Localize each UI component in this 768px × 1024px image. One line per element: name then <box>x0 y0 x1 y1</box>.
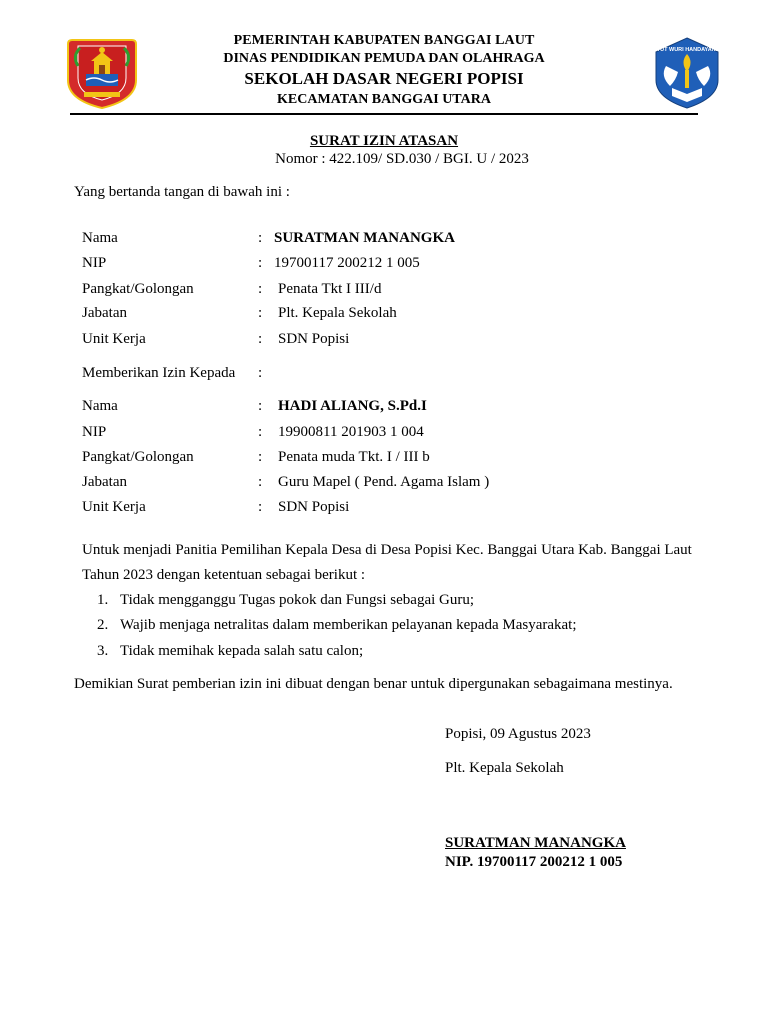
signer-label-unit: Unit Kerja <box>82 331 146 347</box>
recipient-rank: Penata muda Tkt. I / III b <box>278 449 430 465</box>
signer-colon-nama: : <box>258 230 263 246</box>
condition-text: Wajib menjaga netralitas dalam memberikan pelayanan kepada Masyarakat; <box>120 617 577 633</box>
recipient-label-position: Jabatan <box>82 474 127 490</box>
recipient-colon-nip: : <box>258 424 263 440</box>
recipient-colon-nama: : <box>258 398 263 414</box>
signer-unit: SDN Popisi <box>278 331 350 347</box>
recipient-name: HADI ALIANG, S.Pd.I <box>278 398 427 414</box>
permit-label: Memberikan Izin Kepada <box>82 365 236 381</box>
recipient-unit: SDN Popisi <box>278 499 350 515</box>
signature-nip: NIP. 19700117 200212 1 005 <box>445 854 623 870</box>
signer-label-position: Jabatan <box>82 305 127 321</box>
signer-position: Plt. Kepala Sekolah <box>278 305 397 321</box>
condition-text: Tidak mengganggu Tugas pokok dan Fungsi sebagai Guru; <box>120 592 475 608</box>
recipient-nip: 19900811 201903 1 004 <box>278 424 424 440</box>
signer-rank: Penata Tkt I III/d <box>278 281 382 297</box>
intro-text: Yang bertanda tangan di bawah ini : <box>74 184 290 200</box>
recipient-label-nama: Nama <box>82 398 118 414</box>
letterhead-district: KECAMATAN BANGGAI UTARA <box>277 92 491 107</box>
condition-number: 2. <box>97 617 109 633</box>
recipient-colon-unit: : <box>258 499 263 515</box>
signer-nip: 19700117 200212 1 005 <box>274 255 420 271</box>
purpose-text-line2: Tahun 2023 dengan ketentuan sebagai berikut : <box>82 567 366 583</box>
letterhead-government: PEMERINTAH KABUPATEN BANGGAI LAUT <box>233 33 535 48</box>
recipient-label-unit: Unit Kerja <box>82 499 146 515</box>
recipient-label-nip: NIP <box>82 424 107 440</box>
letter-number: Nomor : 422.109/ SD.030 / BGI. U / 2023 <box>275 151 529 167</box>
condition-number: 3. <box>97 643 109 659</box>
signer-label-rank: Pangkat/Golongan <box>82 281 194 297</box>
signer-label-nama: Nama <box>82 230 118 246</box>
signer-colon-rank: : <box>258 281 263 297</box>
recipient-colon-position: : <box>258 474 263 490</box>
signer-label-nip: NIP <box>82 255 107 271</box>
logo-motto-text: TUT WURI HANDAYANI <box>656 47 718 53</box>
signature-place-date: Popisi, 09 Agustus 2023 <box>445 726 591 742</box>
condition-number: 1. <box>97 592 109 608</box>
recipient-label-rank: Pangkat/Golongan <box>82 449 194 465</box>
letterhead-department: DINAS PENDIDIKAN PEMUDA DAN OLAHRAGA <box>223 51 545 66</box>
permit-colon: : <box>258 365 263 381</box>
signature-position: Plt. Kepala Sekolah <box>445 760 564 776</box>
recipient-colon-rank: : <box>258 449 263 465</box>
recipient-position: Guru Mapel ( Pend. Agama Islam ) <box>278 474 490 490</box>
closing-text: Demikian Surat pemberian izin ini dibuat dengan benar untuk dipergunakan sebagaimana mestinya. <box>74 676 673 692</box>
letterhead-school-name: SEKOLAH DASAR NEGERI POPISI <box>244 69 524 88</box>
signer-colon-nip: : <box>258 255 263 271</box>
signature-name: SURATMAN MANANGKA <box>445 835 626 851</box>
signer-colon-position: : <box>258 305 263 321</box>
purpose-text-line1: Untuk menjadi Panitia Pemilihan Kepala Desa di Desa Popisi Kec. Banggai Utara Kab. Banggai Laut <box>82 542 692 558</box>
signer-name: SURATMAN MANANGKA <box>274 230 455 246</box>
signer-colon-unit: : <box>258 331 263 347</box>
letter-title: SURAT IZIN ATASAN <box>309 133 459 149</box>
condition-text: Tidak memihak kepada salah satu calon; <box>120 643 364 659</box>
letterhead-divider <box>70 113 698 115</box>
